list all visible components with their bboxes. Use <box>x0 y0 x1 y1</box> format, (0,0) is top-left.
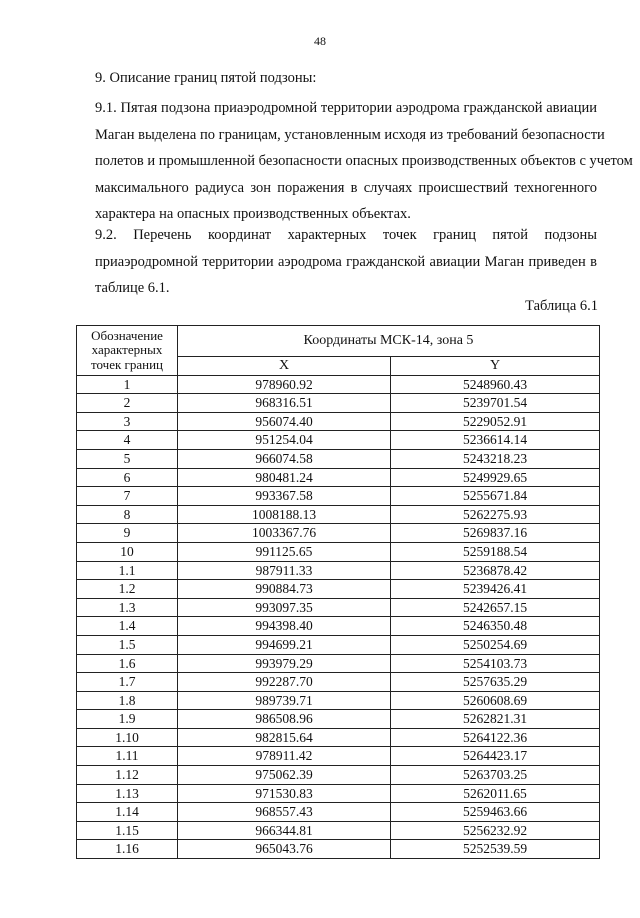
cell-x: 968316.51 <box>178 394 391 413</box>
cell-y: 5243218.23 <box>391 449 600 468</box>
cell-point: 4 <box>77 431 178 450</box>
cell-y: 5252539.59 <box>391 840 600 859</box>
cell-y: 5236614.14 <box>391 431 600 450</box>
cell-x: 992287.70 <box>178 673 391 692</box>
table-row <box>77 487 600 506</box>
cell-y: 5248960.43 <box>391 375 600 394</box>
paragraph-9-1 <box>95 95 633 228</box>
cell-x: 1003367.76 <box>178 524 391 543</box>
cell-x: 978960.92 <box>178 375 391 394</box>
coordinates-table-body <box>77 375 600 858</box>
cell-x: 990884.73 <box>178 580 391 599</box>
table-row <box>77 803 600 822</box>
cell-x: 951254.04 <box>178 431 391 450</box>
cell-y: 5264423.17 <box>391 747 600 766</box>
paragraph-line: приаэродромной территории аэродрома гражданской авиации Маган приведен в <box>95 253 597 270</box>
table-row <box>77 747 600 766</box>
table-row <box>77 561 600 580</box>
cell-y: 5246350.48 <box>391 617 600 636</box>
coordinates-table <box>76 325 600 859</box>
cell-point: 1.11 <box>77 747 178 766</box>
table-row <box>77 710 600 729</box>
cell-x: 991125.65 <box>178 542 391 561</box>
header-coordinate-system: Координаты МСК-14, зона 5 <box>178 326 600 357</box>
cell-x: 968557.43 <box>178 803 391 822</box>
cell-point: 1.12 <box>77 766 178 785</box>
cell-y: 5262275.93 <box>391 505 600 524</box>
cell-x: 966344.81 <box>178 821 391 840</box>
cell-point: 1.2 <box>77 580 178 599</box>
cell-point: 1.10 <box>77 728 178 747</box>
cell-point: 10 <box>77 542 178 561</box>
table-row <box>77 394 600 413</box>
cell-point: 1.7 <box>77 673 178 692</box>
cell-point: 1.8 <box>77 691 178 710</box>
cell-y: 5264122.36 <box>391 728 600 747</box>
table-row <box>77 635 600 654</box>
header-x: X <box>178 357 391 376</box>
cell-y: 5262011.65 <box>391 784 600 803</box>
cell-y: 5239701.54 <box>391 394 600 413</box>
paragraph-line: 9.2. Перечень координат характерных точек границ пятой подзоны <box>95 227 597 243</box>
table-row <box>77 673 600 692</box>
cell-x: 993097.35 <box>178 598 391 617</box>
cell-x: 980481.24 <box>178 468 391 487</box>
table-row <box>77 728 600 747</box>
cell-point: 8 <box>77 505 178 524</box>
cell-y: 5236878.42 <box>391 561 600 580</box>
cell-point: 1.13 <box>77 784 178 803</box>
cell-y: 5260608.69 <box>391 691 600 710</box>
cell-point: 1 <box>77 375 178 394</box>
cell-x: 978911.42 <box>178 747 391 766</box>
cell-y: 5257635.29 <box>391 673 600 692</box>
cell-x: 994699.21 <box>178 635 391 654</box>
cell-point: 1.15 <box>77 821 178 840</box>
table-row <box>77 598 600 617</box>
cell-y: 5256232.92 <box>391 821 600 840</box>
cell-x: 987911.33 <box>178 561 391 580</box>
cell-x: 956074.40 <box>178 412 391 431</box>
cell-x: 993979.29 <box>178 654 391 673</box>
table-row <box>77 412 600 431</box>
table-row <box>77 617 600 636</box>
table-row <box>77 542 600 561</box>
cell-point: 7 <box>77 487 178 506</box>
cell-x: 982815.64 <box>178 728 391 747</box>
cell-y: 5249929.65 <box>391 468 600 487</box>
table-row <box>77 505 600 524</box>
cell-x: 1008188.13 <box>178 505 391 524</box>
cell-y: 5242657.15 <box>391 598 600 617</box>
cell-y: 5254103.73 <box>391 654 600 673</box>
table-row <box>77 654 600 673</box>
cell-x: 994398.40 <box>178 617 391 636</box>
cell-x: 989739.71 <box>178 691 391 710</box>
cell-point: 9 <box>77 524 178 543</box>
paragraph-line: Маган выделена по границам, установленным исходя из требований безопасности <box>95 126 605 143</box>
cell-point: 2 <box>77 394 178 413</box>
cell-y: 5255671.84 <box>391 487 600 506</box>
cell-point: 1.9 <box>77 710 178 729</box>
cell-point: 1.6 <box>77 654 178 673</box>
header-y: Y <box>391 357 600 376</box>
cell-x: 966074.58 <box>178 449 391 468</box>
table-row <box>77 431 600 450</box>
cell-y: 5239426.41 <box>391 580 600 599</box>
table-row <box>77 691 600 710</box>
cell-point: 5 <box>77 449 178 468</box>
cell-y: 5262821.31 <box>391 710 600 729</box>
section-heading: 9. Описание границ пятой подзоны: <box>95 70 317 86</box>
table-row <box>77 766 600 785</box>
page-number: 48 <box>314 34 326 48</box>
paragraph-line: характера на опасных производственных объектах. <box>95 206 411 222</box>
cell-y: 5250254.69 <box>391 635 600 654</box>
cell-y: 5259463.66 <box>391 803 600 822</box>
table-row <box>77 524 600 543</box>
paragraph-line: таблице 6.1. <box>95 280 170 296</box>
header-point-label: Обозначение характерных точек границ <box>77 326 178 376</box>
table-row <box>77 821 600 840</box>
table-row <box>77 784 600 803</box>
cell-y: 5263703.25 <box>391 766 600 785</box>
cell-x: 986508.96 <box>178 710 391 729</box>
cell-point: 1.16 <box>77 840 178 859</box>
cell-point: 1.4 <box>77 617 178 636</box>
table-row <box>77 468 600 487</box>
cell-y: 5259188.54 <box>391 542 600 561</box>
cell-point: 6 <box>77 468 178 487</box>
table-row <box>77 580 600 599</box>
table-row <box>77 449 600 468</box>
table-caption: Таблица 6.1 <box>525 298 598 314</box>
cell-x: 965043.76 <box>178 840 391 859</box>
paragraph-line: 9.1. Пятая подзона приаэродромной территории аэродрома гражданской авиации <box>95 100 597 116</box>
cell-point: 1.1 <box>77 561 178 580</box>
cell-x: 971530.83 <box>178 784 391 803</box>
cell-x: 975062.39 <box>178 766 391 785</box>
cell-y: 5269837.16 <box>391 524 600 543</box>
cell-point: 3 <box>77 412 178 431</box>
paragraph-9-2 <box>95 222 597 302</box>
cell-y: 5229052.91 <box>391 412 600 431</box>
cell-point: 1.5 <box>77 635 178 654</box>
table-row <box>77 840 600 859</box>
cell-x: 993367.58 <box>178 487 391 506</box>
paragraph-line: полетов и промышленной безопасности опасных производственных объектов с учетом <box>95 153 633 169</box>
cell-point: 1.14 <box>77 803 178 822</box>
cell-point: 1.3 <box>77 598 178 617</box>
paragraph-line: максимального радиуса зон поражения в случаях происшествий техногенного <box>95 179 597 196</box>
table-row <box>77 375 600 394</box>
